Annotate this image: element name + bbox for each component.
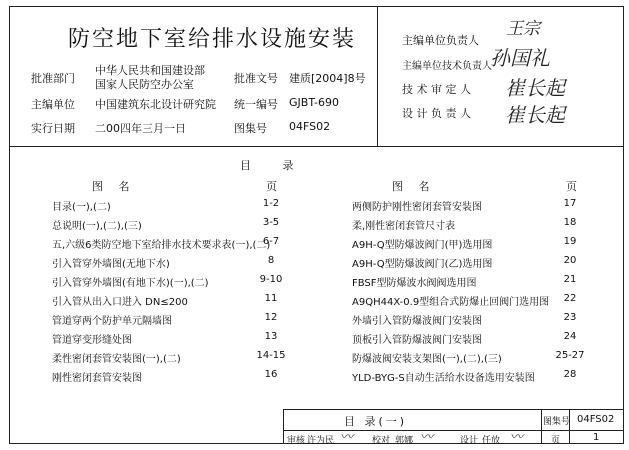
titleblock-v1 [541, 409, 542, 444]
approval-no-label: 批准文号 [234, 72, 278, 85]
contents-entry-page: 24 [563, 331, 577, 342]
contents-entry-name: 总说明(一),(二),(三) [52, 221, 142, 232]
responsible-label-3: 技 术 审 定 人 [402, 83, 471, 96]
contents-entry-page: 17 [563, 198, 577, 209]
page-label: 页 [551, 436, 561, 446]
col-page-right: 页 [566, 180, 577, 193]
contents-entry-page: 21 [563, 274, 577, 285]
sheet-title: 目 录(一) [344, 415, 408, 428]
designer-signature: 〰 [510, 430, 524, 445]
editor-unit: 中国建筑东北设计研究院 [95, 98, 216, 111]
header-bottom-rule [9, 146, 624, 147]
contents-entry-name: 目录(一),(二) [52, 202, 111, 213]
contents-entry-page: 18 [563, 217, 577, 228]
contents-entry-name: 刚性密闭套管安装图 [52, 373, 142, 384]
impl-date: 二00四年三月一日 [95, 122, 186, 135]
contents-entry-name: 防爆波阀安装支架图(一),(二),(三) [352, 354, 502, 365]
contents-entry-page: 6-7 [262, 236, 280, 247]
contents-entry-page: 13 [264, 331, 278, 342]
contents-entry-name: 顶板引入管防爆波阀门安装图 [352, 335, 482, 346]
contents-entry-name: 柔,刚性密闭套管尺寸表 [352, 221, 456, 232]
atlas-no: 04FS02 [289, 120, 331, 133]
titleblock-atlas-label: 图集号 [543, 417, 571, 427]
contents-entry-name: 引入管穿外墙图(有地下水)(一),(二) [52, 278, 209, 289]
col-page-left: 页 [266, 180, 277, 193]
contents-entry-name: 外墙引入管防爆波阀门安装图 [352, 316, 482, 327]
contents-entry-page: 1-2 [262, 198, 280, 209]
col-name-left: 图 名 [92, 180, 136, 193]
contents-entry-name: 两侧防护刚性密闭套管安装图 [352, 202, 482, 213]
atlas-no-label: 图集号 [234, 122, 267, 135]
check-label: 校对 [372, 436, 391, 446]
contents-entry-page: 14-15 [256, 350, 286, 361]
header-vertical-rule [377, 6, 378, 146]
titleblock-atlas-no: 04FS02 [577, 414, 615, 425]
signature-tech-lead: 孙国礼 [490, 46, 550, 70]
contents-entry-page: 23 [563, 312, 577, 323]
contents-entry-page: 25-27 [555, 350, 585, 361]
unified-no: GJBT-690 [289, 96, 339, 109]
contents-entry-name: 柔性密闭套管安装图(一),(二) [52, 354, 181, 365]
contents-entry-name: A9H-Q型防爆波阀门(甲)选用图 [352, 240, 493, 251]
contents-heading: 目 录 [240, 159, 308, 172]
approval-dept-label: 批准部门 [31, 72, 75, 85]
contents-entry-name: 引入管从出入口进入 DN≤200 [52, 297, 188, 308]
reviewer-signature: 〰 [340, 430, 354, 445]
page-number: 1 [593, 432, 600, 443]
signature-reviewer: 崔长起 [505, 76, 565, 100]
contents-entry-name: A9H-Q型防爆波阀门(乙)选用图 [352, 259, 493, 270]
designer-name: 任放 [482, 436, 501, 446]
titleblock-left-rule [283, 409, 284, 444]
reviewer-name: 许为民 [307, 436, 335, 446]
contents-entry-name: YLD-BYG-S自动生活给水设备选用安装图 [352, 373, 535, 384]
contents-entry-page: 22 [563, 293, 577, 304]
responsible-label-1: 主编单位负责人 [402, 34, 479, 47]
titleblock-top-rule [283, 409, 624, 410]
contents-entry-page: 20 [563, 255, 577, 266]
contents-entry-name: 五,六级6类防空地下室给排水技术要求表(一),(二) [52, 240, 271, 251]
col-name-right: 图 名 [392, 180, 436, 193]
titleblock-mid-rule [283, 430, 624, 431]
approval-no: 建质[2004]8号 [289, 72, 366, 85]
approval-dept-line2: 国家人民防空办公室 [95, 78, 194, 91]
contents-entry-page: 12 [264, 312, 278, 323]
contents-entry-page: 8 [267, 255, 275, 266]
contents-entry-page: 28 [563, 369, 577, 380]
contents-entry-page: 9-10 [259, 274, 283, 285]
contents-entry-page: 11 [264, 293, 278, 304]
impl-date-label: 实行日期 [31, 122, 75, 135]
signature-chief-editor: 王宗 [506, 19, 540, 39]
contents-entry-page: 19 [563, 236, 577, 247]
approval-dept-line1: 中华人民共和国建设部 [95, 64, 205, 77]
contents-entry-name: FBSF型防爆波水阀阀选用图 [352, 278, 477, 289]
review-label: 审核 [287, 436, 306, 446]
contents-entry-name: 管道穿变形缝处图 [52, 335, 132, 346]
checker-signature: 〰 [420, 430, 434, 445]
contents-entry-page: 16 [264, 369, 278, 380]
atlas-title: 防空地下室给排水设施安装 [68, 27, 357, 52]
signature-design-lead: 崔长起 [505, 103, 565, 127]
checker-name: 郭娜 [395, 436, 414, 446]
unified-no-label: 统一编号 [234, 98, 278, 111]
responsible-label-4: 设 计 负 责 人 [402, 107, 471, 120]
editor-unit-label: 主编单位 [31, 98, 75, 111]
contents-entry-name: 引入管穿外墙图(无地下水) [52, 259, 170, 270]
responsible-label-2: 主编单位技术负责人 [402, 61, 492, 72]
design-label: 设计 [460, 436, 479, 446]
contents-entry-page: 3-5 [262, 217, 280, 228]
contents-entry-name: 管道穿两个防护单元隔墙图 [52, 316, 172, 327]
contents-entry-name: A9QH44X-0.9型组合式防爆止回阀门选用图 [352, 297, 550, 308]
